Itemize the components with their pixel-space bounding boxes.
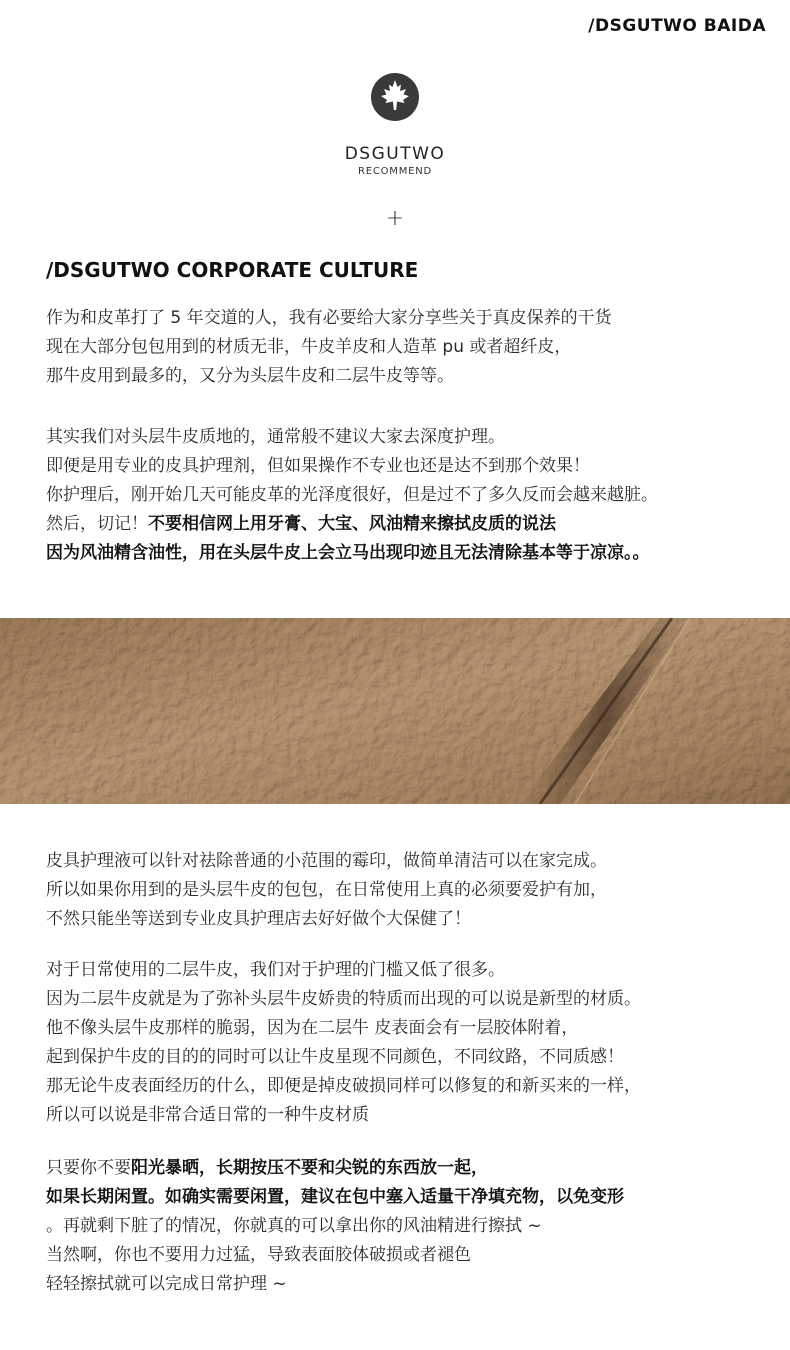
tips-line (46, 1154, 776, 1183)
leather-photo (0, 618, 790, 804)
daily-tips-paragraph (46, 1154, 776, 1299)
cleaning-line: 所以如果你用到的是头层牛皮的包包，在日常使用上真的必须要爱护有加， (46, 880, 607, 900)
intro-line: 现在大部分包包用到的材质无非，牛皮羊皮和人造革 pu 或者超纤皮， (46, 337, 572, 357)
tips-bold-line: 如果长期闲置。如确实需要闲置，建议在包中塞入适量干净填充物，以免变形 (46, 1187, 624, 1207)
brand-name: DSGUTWO (344, 144, 446, 164)
split-leather-line: 对于日常使用的二层牛皮，我们对于护理的门槛又低了很多。 (46, 960, 505, 980)
cleaning-line: 皮具护理液可以针对祛除普通的小范围的霉印，做简单清洁可以在家完成。 (46, 851, 607, 871)
care-line: 其实我们对头层牛皮质地的，通常般不建议大家去深度护理。 (46, 427, 505, 447)
care-line: 你护理后，刚开始几天可能皮革的光泽度很好，但是过不了多久反而会越来越脏。 (46, 485, 658, 505)
warning-prefix: 然后，切记！ (46, 514, 148, 534)
maple-leaf-icon (370, 72, 420, 122)
tips-bold-text: 阳光暴晒，长期按压不要和尖锐的东西放一起， (131, 1158, 488, 1178)
tips-prefix: 只要你不要 (46, 1158, 131, 1178)
split-leather-line: 因为二层牛皮就是为了弥补头层牛皮娇贵的特质而出现的可以说是新型的材质。 (46, 989, 641, 1009)
warning-bold-line: 因为风油精含油性，用在头层牛皮上会立马出现印迹且无法清除基本等于凉凉。。 (46, 543, 650, 563)
tips-line: 。再就剩下脏了的情况，你就真的可以拿出你的风油精进行擦拭 ~ (46, 1216, 542, 1236)
intro-line: 那牛皮用到最多的，又分为头层牛皮和二层牛皮等等。 (46, 366, 454, 386)
cleaning-paragraph (46, 847, 776, 934)
warning-line (46, 510, 776, 539)
section-title: /DSGUTWO CORPORATE CULTURE (46, 258, 419, 282)
brand-subtitle: RECOMMEND (357, 166, 433, 177)
logo (0, 72, 790, 127)
split-leather-line: 所以可以说是非常合适日常的一种牛皮材质 (46, 1105, 369, 1125)
warning-bold-text: 不要相信网上用牙膏、大宝、风油精来擦拭皮质的说法 (148, 514, 556, 534)
care-notes-paragraph (46, 423, 776, 568)
intro-paragraph (46, 304, 776, 391)
plus-divider: + (385, 206, 405, 231)
tips-line: 当然啊，你也不要用力过猛，导致表面胶体破损或者褪色 (46, 1245, 471, 1265)
split-leather-paragraph (46, 956, 776, 1130)
split-leather-line: 起到保护牛皮的目的的同时可以让牛皮星现不同颜色，不同纹路，不同质感！ (46, 1047, 624, 1067)
split-leather-line: 那无论牛皮表面经历的什么，即便是掉皮破损同样可以修复的和新买来的一样， (46, 1076, 641, 1096)
cleaning-line: 不然只能坐等送到专业皮具护理店去好好做个大保健了！ (46, 909, 471, 929)
care-line: 即便是用专业的皮具护理剂，但如果操作不专业也还是达不到那个效果！ (46, 456, 590, 476)
intro-line: 作为和皮革打了 5 年交道的人，我有必要给大家分享些关于真皮保养的干货 (46, 308, 612, 328)
leather-texture-image (0, 618, 790, 804)
tips-line: 轻轻擦拭就可以完成日常护理 ~ (46, 1274, 287, 1294)
split-leather-line: 他不像头层牛皮那样的脆弱，因为在二层牛 皮表面会有一层胶体附着， (46, 1018, 579, 1038)
top-brand-label: /DSGUTWO BAIDA (588, 16, 766, 36)
